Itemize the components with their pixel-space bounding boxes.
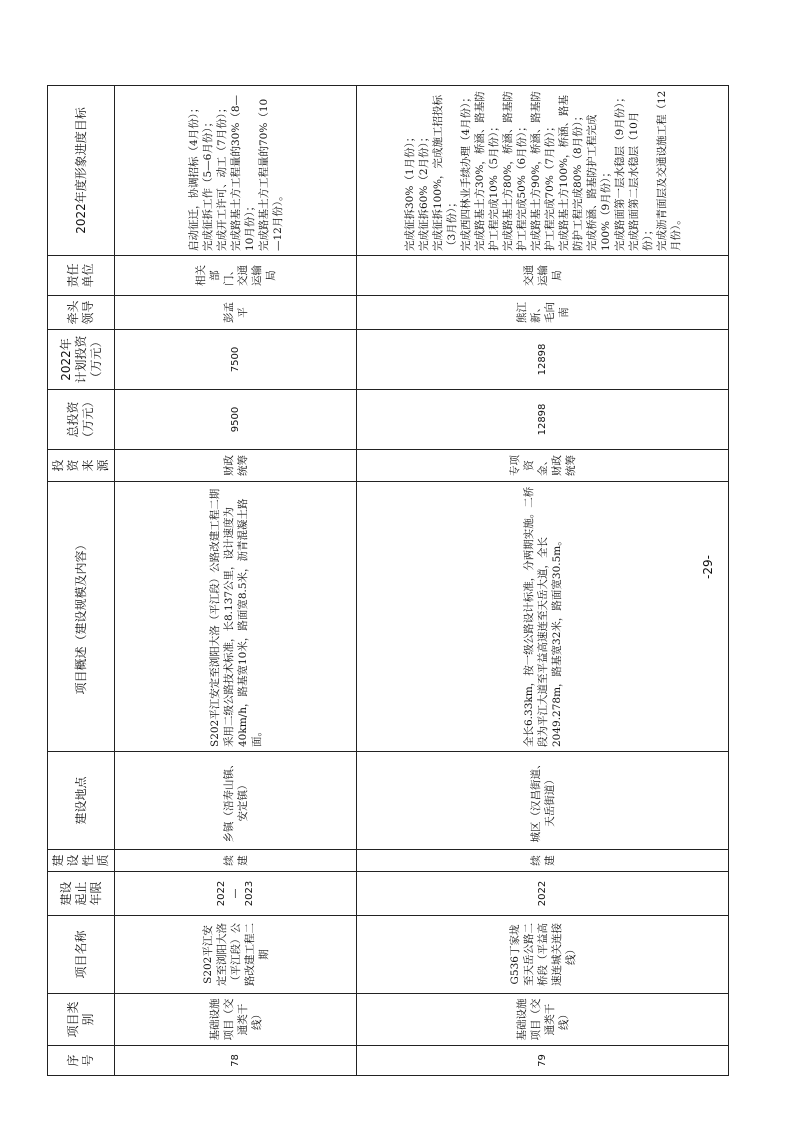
table-row xyxy=(357,86,729,1076)
cell-total: 12898 xyxy=(357,390,729,450)
cell-leader: 熊江新、毛向南 xyxy=(357,296,729,330)
header-total: 总投资（万元） xyxy=(48,390,115,450)
header-name: 项目名称 xyxy=(48,916,115,994)
table-row xyxy=(115,86,357,1076)
project-table xyxy=(47,85,729,1076)
header-row xyxy=(48,86,115,1076)
cell-nature: 续建 xyxy=(115,850,357,872)
cell-seq: 79 xyxy=(357,1046,729,1076)
header-leader: 牵头领导 xyxy=(48,296,115,330)
cell-target xyxy=(357,86,729,256)
target-text: 启动征迁，协调招标（4月份）； 完成征拆工作（5—6月份）； 完成开工许可、动工（7月份）； 完成路基土方工程量的30%（8—10月份）； 完成路基土方工程量的70%（10—12月份）。 xyxy=(187,94,284,251)
cell-period: 2022 xyxy=(357,872,729,916)
cell-unit: 相关部门、交通运输局 xyxy=(115,256,357,296)
header-seq: 序号 xyxy=(48,1046,115,1076)
cell-seq: 78 xyxy=(115,1046,357,1076)
header-overview: 项目概述（建设规模及内容） xyxy=(48,482,115,752)
cell-leader: 彭孟平 xyxy=(115,296,357,330)
target-text: 完成征拆30%（1月份）； 完成征拆60%（2月份）； 完成征拆100%，完成施工招投标（3月份）； 完成西四林业手续办理（4月份）； 完成路基土方30%，桥涵、路基防护工程完成10%（5月份）； 完成路基土方80%，桥涵、路基防护工程完成50%（6月份）； 完成路基土方90%，桥涵、路基防护工程完成70%（7月份）； 完成路基土方100%，桥涵、路基防护工程完成80%（8月份）； 完成桥涵、路基防护工程完成100%（9月份）； 完成路面第一层水稳层（9月份）； 完成路面第二层水稳层（10月份）； 完成沥青面层及交通设施工程（12月份）。 xyxy=(403,90,682,251)
cell-unit: 交通运输局 xyxy=(357,256,729,296)
cell-name: G536丁家垅至天岳公路二桥段（平益高速连城关连接线） xyxy=(357,916,729,994)
cell-overview: 全长6.33km，按一级公路设计标准，分两期实施。二桥段为平江大道至平益高速连至天岳大道，全长2049.278m，路基宽32米，路面宽30.5m。 xyxy=(357,482,729,752)
cell-location: 乡镇（浯寿山镇、安定镇） xyxy=(115,752,357,850)
cell-location: 城区（汉昌街道、天岳街道） xyxy=(357,752,729,850)
cell-target xyxy=(115,86,357,256)
header-funding: 投资来源 xyxy=(48,450,115,482)
header-category: 项目类别 xyxy=(48,994,115,1046)
rotated-table-container xyxy=(47,86,712,1076)
header-nature: 建设性质 xyxy=(48,850,115,872)
cell-plan2022: 7500 xyxy=(115,330,357,390)
cell-name: S202平江安定至浏阳大洛（平江段）公路改建工程二期 xyxy=(115,916,357,994)
cell-plan2022: 12898 xyxy=(357,330,729,390)
page-number: -29- xyxy=(700,555,715,579)
header-period: 建设起止年限 xyxy=(48,872,115,916)
cell-category: 基础设施项目（交通类干线） xyxy=(357,994,729,1046)
header-unit: 责任单位 xyxy=(48,256,115,296)
header-location: 建设地点 xyxy=(48,752,115,850)
cell-funding: 专项资金、财政统筹 xyxy=(357,450,729,482)
header-target: 2022年度形象进度目标 xyxy=(48,86,115,256)
header-plan2022: 2022年计划投资（万元） xyxy=(48,330,115,390)
cell-total: 9500 xyxy=(115,390,357,450)
cell-funding: 财政统筹 xyxy=(115,450,357,482)
cell-overview: S202平江安定至浏阳大洛（平江段）公路改建工程二期采用二级公路技术标准，长8.137公里，设计速度为40km/h，路基宽10米，路面宽8.5米，沥青混凝土路面。 xyxy=(115,482,357,752)
cell-period: 2022—2023 xyxy=(115,872,357,916)
cell-nature: 续建 xyxy=(357,850,729,872)
cell-category: 基础设施项目（交通类干线） xyxy=(115,994,357,1046)
